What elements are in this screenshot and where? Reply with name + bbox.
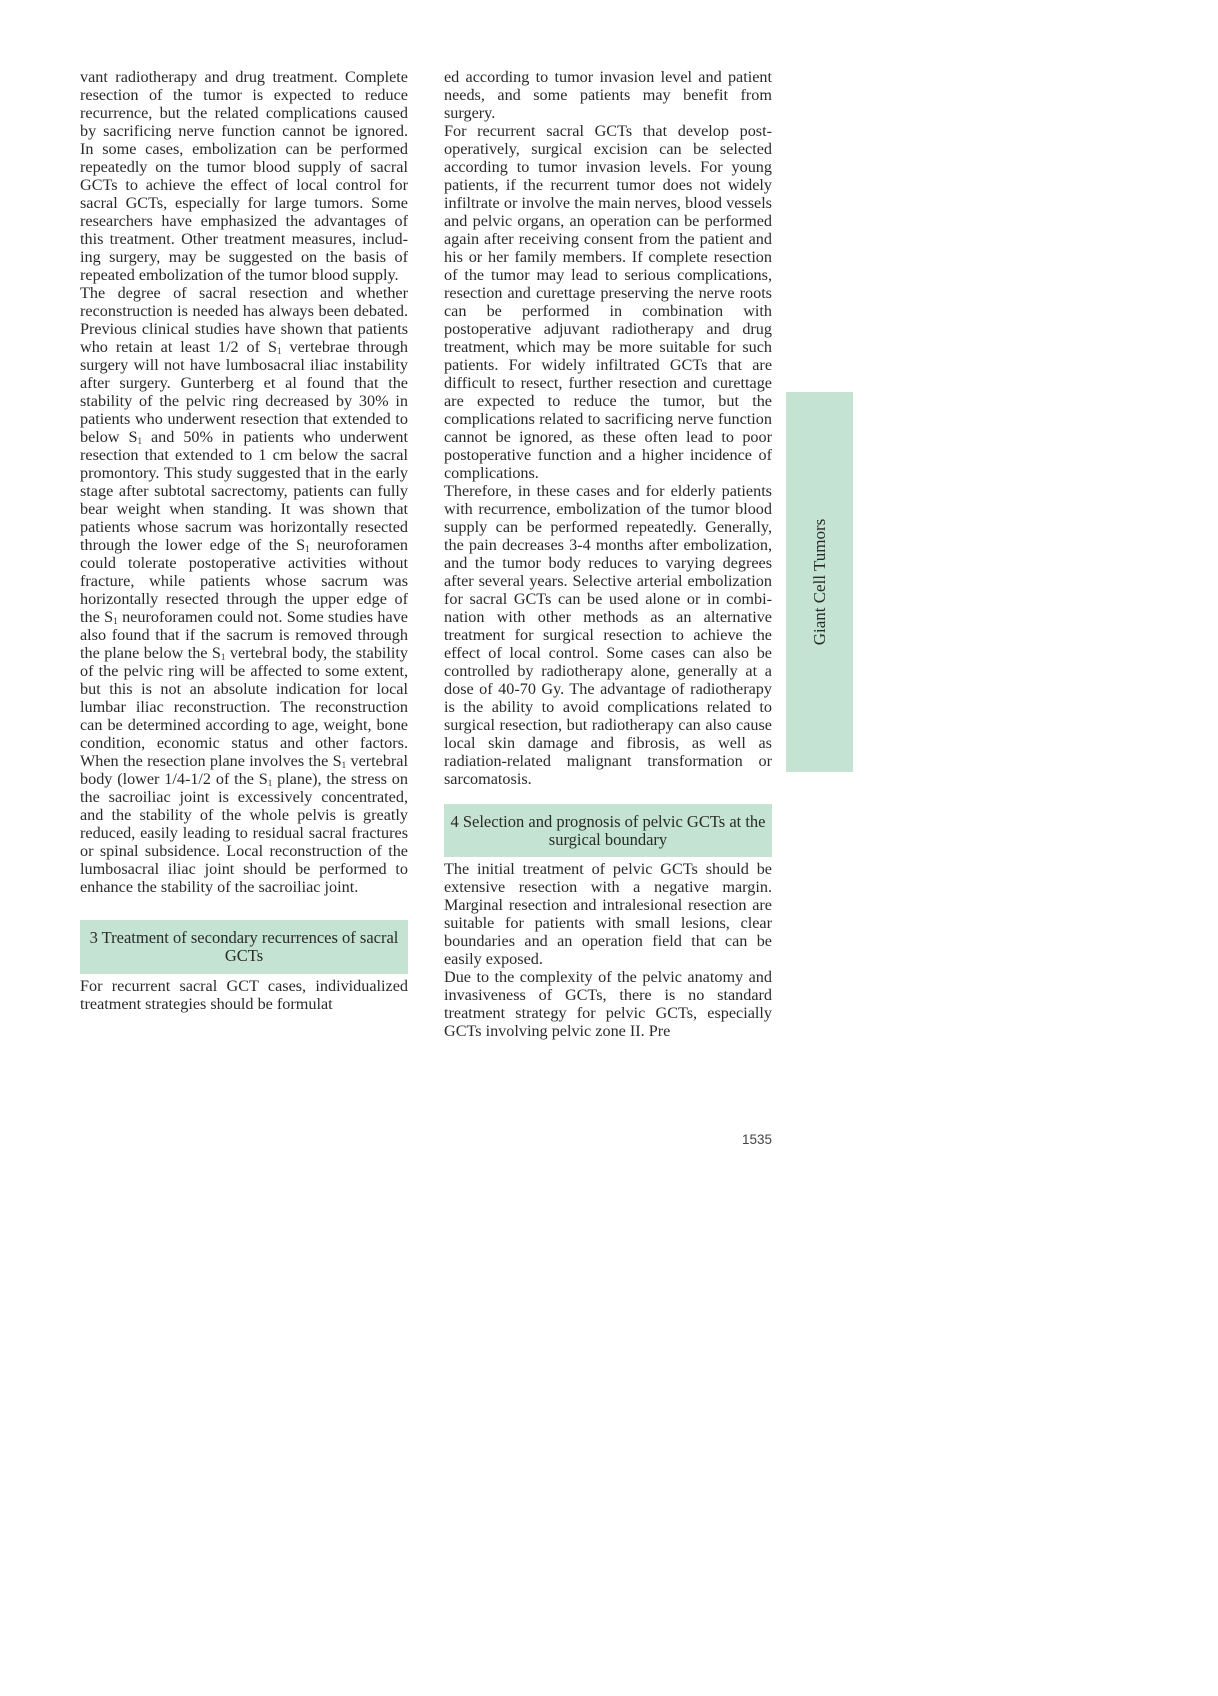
paragraph: Due to the complexity of the pelvic anatomy and invasiveness of GCTs, there is no standard treatment strategy for pelvic GCTs, especially GCTs involving pelvic zone II. Pre — [444, 968, 772, 1040]
section-heading: 3 Treatment of secondary recurrences of sacral GCTs — [80, 920, 408, 974]
side-tab-label: Giant Cell Tumors — [809, 518, 829, 646]
paragraph: For recurrent sacral GCT cases, individualized treatment strategies should be formulat — [80, 977, 408, 1013]
paragraph: The initial treatment of pelvic GCTs should be extensive resection with a negative margin. Marginal resection and intralesional resection are suitable for patients with small lesions, clear boundaries and an operation field that can be easily exposed. — [444, 860, 772, 968]
paragraph: vant radiotherapy and drug treatment. Complete resection of the tumor is expected to reduce recurrence, but the related complications caused by sacrificing nerve function cannot be ignored. In some cases, embolization can be performed repeatedly on the tumor blood supply of sacral GCTs to achieve the effect of local control for sacral GCTs, especially for large tumors. Some researchers have emphasized the advantages of this treatment. Other treatment measures, including surgery, may be suggested on the basis of repeated embolization of the tumor blood supply. — [80, 68, 408, 284]
paragraph: For recurrent sacral GCTs that develop postoperatively, surgical excision can be selected according to tumor invasion levels. For young patients, if the recurrent tumor does not widely infiltrate or involve the main nerves, blood vessels and pelvic organs, an operation can be performed again after receiving consent from the patient and his or her family members. If complete resection of the tumor may lead to serious complications, resection and curettage preserving the nerve roots can be performed in combination with postoperative adjuvant radiotherapy and drug treatment, which may be more suitable for such patients. For widely infiltrated GCTs that are difficult to resect, further resection and curettage are expected to reduce the tumor, but the complications related to sacrificing nerve function cannot be ignored, as these often lead to poor postoperative function and a higher incidence of complications. — [444, 122, 772, 482]
section-heading: 4 Selection and prognosis of pelvic GCTs at the surgical boundary — [444, 804, 772, 857]
right-column — [444, 68, 772, 1040]
paragraph: ed according to tumor invasion level and patient needs, and some patients may benefit from surgery. — [444, 68, 772, 122]
paragraph: Therefore, in these cases and for elderly patients with recurrence, embolization of the tumor blood supply can be performed repeatedly. Generally, the pain decreases 3-4 months after embolization, and the tumor body reduces to varying degrees after several years. Selective arterial embolization for sacral GCTs can be used alone or in combination with other methods as an alternative treatment for surgical resection to achieve the effect of local control. Some cases can also be controlled by radiotherapy alone, generally at a dose of 40-70 Gy. The advantage of radiotherapy is the ability to avoid complications related to surgical resection, but radiotherapy can also cause local skin damage and fibrosis, as well as radiation-related malignant transformation or sarcomatosis. — [444, 482, 772, 788]
paragraph: The degree of sacral resection and whether reconstruction is needed has always been debated. Previous clinical studies have shown that patients who retain at least 1/2 of $S_1$ vertebrae through surgery will not have lumbosacral iliac instability after surgery. Gunterberg et al found that the stability of the pelvic ring decreased by 30% in patients who underwent resection that extended to below $S_1$ and 50% in patients who underwent resection that extended to 1 cm below the sacral promontory. This study suggested that in the early stage after subtotal sacrectomy, patients can fully bear weight when standing. It was shown that patients whose sacrum was horizontally resected through the lower edge of the $S_1$ neuroforamen could tolerate postoperative activities without fracture, while patients whose sacrum was horizontally resected through the upper edge of the $S_1$ neuroforamen could not. Some studies have also found that if the sacrum is removed through the plane below the $S_1$ vertebral body, the stability of the pelvic ring will be affected to some extent, but this is not an absolute indication for local lumbar iliac reconstruction. The reconstruction can be determined according to age, weight, bone condition, economic status and other factors. When the resection plane involves the $S_1$ vertebral body (lower 1/4-1/2 of the $S_1$ plane), the stress on the sacroiliac joint is excessively concentrated, and the stability of the whole pelvis is greatly reduced, easily leading to residual sacral fractures or spinal subsidence. Local reconstruction of the lumbosacral iliac joint should be performed to enhance the stability of the sacroiliac joint. — [80, 284, 409, 896]
left-column — [80, 68, 408, 1013]
section-side-tab — [786, 392, 853, 772]
page-number: 1535 — [741, 1132, 772, 1147]
